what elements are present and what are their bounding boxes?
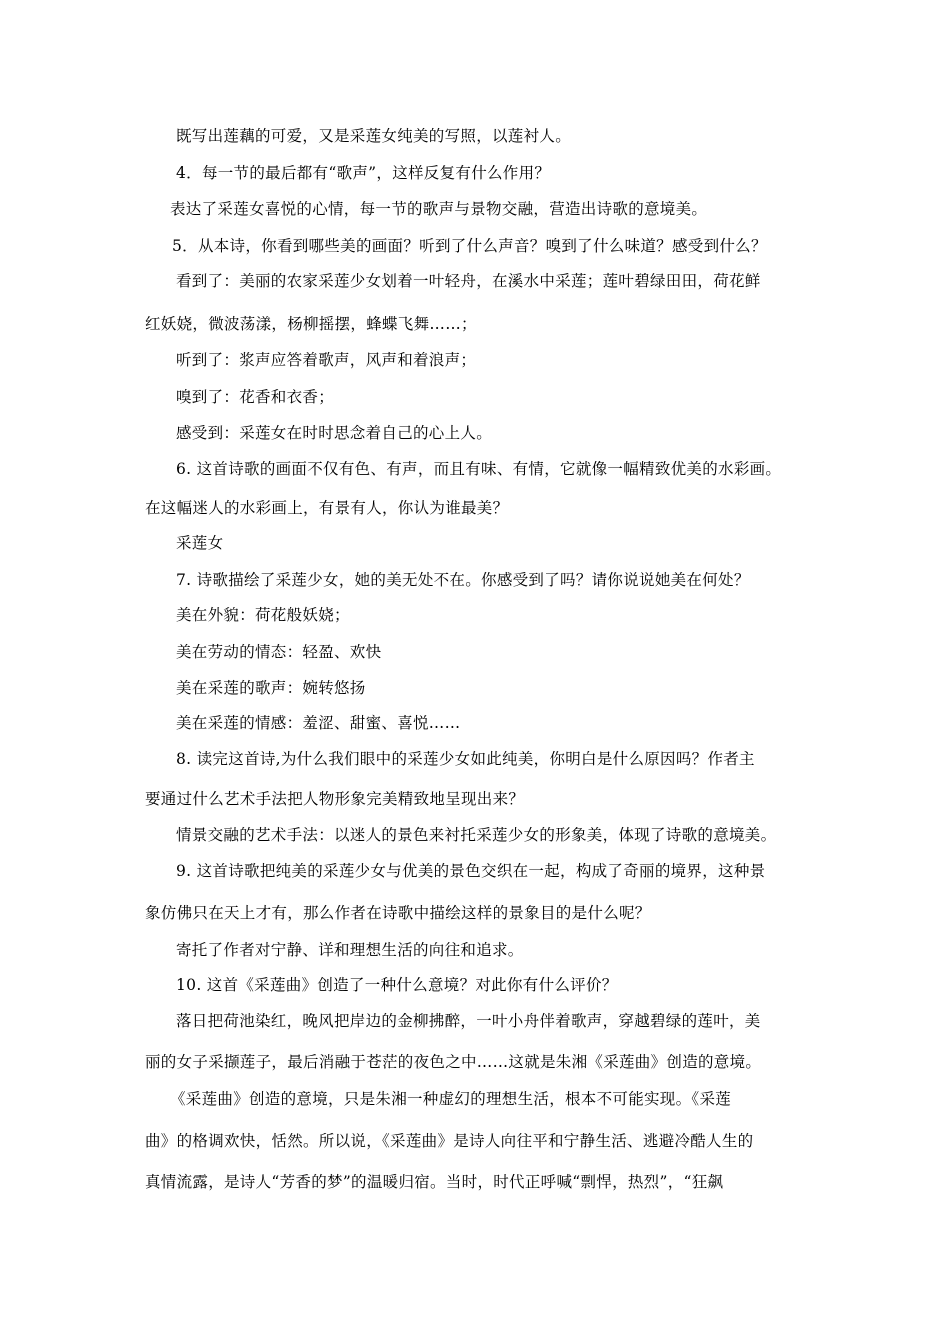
text-line: 情景交融的艺术手法：以迷人的景色来衬托采莲少女的形象美，体现了诗歌的意境美。 <box>176 826 777 844</box>
text-line: 红妖娆，微波荡漾，杨柳摇摆，蜂蝶飞舞……； <box>145 315 477 333</box>
text-line: 美在采莲的情感：羞涩、甜蜜、喜悦…… <box>176 714 461 732</box>
text-line: 寄托了作者对宁静、详和理想生活的向往和追求。 <box>176 941 524 959</box>
text-line: 采莲女 <box>176 534 224 552</box>
text-line: 6. 这首诗歌的画面不仅有色、有声，而且有味、有情，它就像一幅精致优美的水彩画。 <box>176 460 782 478</box>
text-line: 听到了：浆声应答着歌声，风声和着浪声； <box>176 351 477 369</box>
text-line: 在这幅迷人的水彩画上，有景有人，你认为谁最美？ <box>145 499 509 517</box>
text-line: 既写出莲藕的可爱，又是采莲女纯美的写照，以莲衬人。 <box>176 127 572 145</box>
text-line: 4．每一节的最后都有“歌声”，这样反复有什么作用？ <box>176 164 551 182</box>
text-line: 9. 这首诗歌把纯美的采莲少女与优美的景色交织在一起，构成了奇丽的境界，这种景 <box>176 862 766 880</box>
text-line: 美在采莲的歌声：婉转悠扬 <box>176 679 366 697</box>
text-line: 《采莲曲》创造的意境，只是朱湘一种虚幻的理想生活，根本不可能实现。《采莲 <box>170 1090 732 1108</box>
text-line: 美在劳动的情态：轻盈、欢快 <box>176 643 382 661</box>
text-line: 8. 读完这首诗,为什么我们眼中的采莲少女如此纯美，你明白是什么原因吗？作者主 <box>176 750 755 768</box>
text-line: 落日把荷池染红，晚风把岸边的金柳拂醉，一叶小舟伴着歌声，穿越碧绿的莲叶，美 <box>176 1012 761 1030</box>
text-line: 象仿佛只在天上才有，那么作者在诗歌中描绘这样的景象目的是什么呢？ <box>145 904 651 922</box>
text-line: 真情流露，是诗人“芳香的梦”的温暖归宿。当时，时代正呼喊“剽悍，热烈”，“狂飙 <box>145 1173 724 1191</box>
text-line: 5．从本诗，你看到哪些美的画面？听到了什么声音？嗅到了什么味道？感受到什么？ <box>172 237 767 255</box>
text-line: 7. 诗歌描绘了采莲少女，她的美无处不在。你感受到了吗？请你说说她美在何处？ <box>176 571 750 589</box>
text-line: 表达了采莲女喜悦的心情，每一节的歌声与景物交融，营造出诗歌的意境美。 <box>170 200 708 218</box>
text-line: 嗅到了：花香和衣香； <box>176 388 335 406</box>
text-line: 感受到：采莲女在时时思念着自己的心上人。 <box>176 424 493 442</box>
text-line: 10. 这首《采莲曲》创造了一种什么意境？对此你有什么评价？ <box>176 976 618 994</box>
text-line: 美在外貌：荷花般妖娆； <box>176 606 350 624</box>
text-line: 要通过什么艺术手法把人物形象完美精致地呈现出来？ <box>145 790 525 808</box>
text-line: 曲》的格调欢快，恬然。所以说，《采莲曲》是诗人向往平和宁静生活、逃避冷酷人生的 <box>145 1132 754 1150</box>
text-line: 看到了：美丽的农家采莲少女划着一叶轻舟，在溪水中采莲；莲叶碧绿田田，荷花鲜 <box>176 272 761 290</box>
text-line: 丽的女子采撷莲子，最后消融于苍茫的夜色之中……这就是朱湘《采莲曲》创造的意境。 <box>145 1053 762 1071</box>
